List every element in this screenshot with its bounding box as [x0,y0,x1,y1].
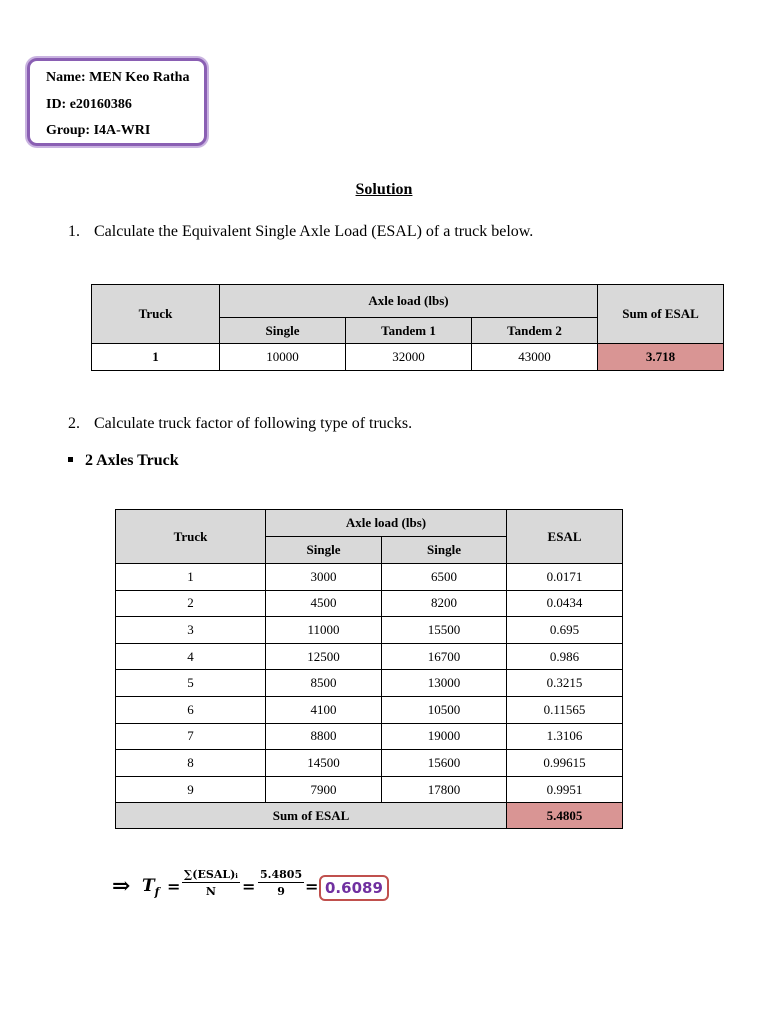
table1-axle-header: Axle load (lbs) [220,285,598,318]
table2-single-cell: 7900 [266,776,382,803]
table2-single-cell: 8800 [266,723,382,750]
fraction-general [182,868,240,898]
table2-single-cell: 12500 [266,643,382,670]
table2-esal-cell: 0.9951 [507,776,623,803]
table2-truck-cell: 7 [116,723,266,750]
fraction-values [258,868,304,898]
table2-esal-cell: 0.11565 [507,696,623,723]
fraction-numerator: 5.4805 [260,868,303,881]
section-heading [68,452,179,470]
table2-truck-cell: 6 [116,696,266,723]
table-row [116,617,623,644]
table2-single-cell: 19000 [382,723,507,750]
table2-single-cell: 4100 [266,696,382,723]
table2-axle-header: Axle load (lbs) [266,510,507,537]
table2-truck-header: Truck [116,510,266,564]
student-group: Group: I4A-WRI [46,123,151,138]
question-2-text: Calculate truck factor of following type of trucks. [94,415,413,432]
table-row [116,670,623,697]
fraction-numerator: ∑(ESAL)ᵢ [184,868,238,881]
table1-truck-cell: 1 [92,344,220,371]
table2-sum-value: 5.4805 [507,803,623,829]
table2-single-cell: 11000 [266,617,382,644]
table1-tandem2-cell: 43000 [472,344,598,371]
table1-truck-header: Truck [92,285,220,344]
formula-lhs-symbol: T [142,876,155,896]
fraction-denominator: 9 [277,885,285,898]
table-row [116,643,623,670]
table2-esal-cell: 0.986 [507,643,623,670]
formula-lhs-subscript: f [154,885,160,899]
page-title: Solution [355,181,413,198]
esal-table [91,284,724,371]
table1-tandem1-cell: 32000 [346,344,472,371]
table-row [116,590,623,617]
table-row [116,696,623,723]
table-row [116,564,623,591]
table-row [116,750,623,777]
student-name: Name: MEN Keo Ratha [46,70,190,85]
table2-truck-cell: 1 [116,564,266,591]
table1-sum-header: Sum of ESAL [598,285,724,344]
table2-single-cell: 8200 [382,590,507,617]
question-1-number: 1. [68,223,80,240]
table2-truck-cell: 8 [116,750,266,777]
table2-sum-label: Sum of ESAL [116,803,507,829]
table2-esal-cell: 1.3106 [507,723,623,750]
table2-truck-cell: 9 [116,776,266,803]
table2-esal-header: ESAL [507,510,623,564]
table2-single-cell: 14500 [266,750,382,777]
table2-esal-cell: 0.3215 [507,670,623,697]
question-1-text: Calculate the Equivalent Single Axle Load (ESAL) of a truck below. [94,223,534,240]
question-1 [68,223,533,241]
equals-sign: = [242,877,256,896]
table2-single-cell: 10500 [382,696,507,723]
question-2-number: 2. [68,415,80,432]
table-row [92,344,724,371]
truck-factor-result: 0.6089 [319,875,389,901]
table2-single-cell: 15500 [382,617,507,644]
table2-esal-cell: 0.0434 [507,590,623,617]
bullet-square-icon [68,457,73,462]
table1-subheader: Single [220,318,346,344]
truck-factor-table [115,509,623,829]
student-info-box [27,58,207,146]
table2-truck-cell: 5 [116,670,266,697]
table1-subheader: Tandem 2 [472,318,598,344]
table1-sum-cell: 3.718 [598,344,724,371]
table2-subheader: Single [266,537,382,564]
section-heading-text: 2 Axles Truck [85,452,179,469]
equals-sign: = [167,877,181,896]
table1-subheader: Tandem 1 [346,318,472,344]
table2-single-cell: 6500 [382,564,507,591]
table-row [116,776,623,803]
equals-sign: = [305,877,319,896]
implies-arrow-icon: ⇒ [112,873,131,899]
table2-subheader: Single [382,537,507,564]
table2-esal-cell: 0.99615 [507,750,623,777]
formula-lhs [142,876,159,898]
table2-single-cell: 13000 [382,670,507,697]
table2-single-cell: 3000 [266,564,382,591]
table2-truck-cell: 4 [116,643,266,670]
table2-single-cell: 8500 [266,670,382,697]
table2-esal-cell: 0.695 [507,617,623,644]
table2-single-cell: 4500 [266,590,382,617]
table2-esal-cell: 0.0171 [507,564,623,591]
question-2 [68,415,412,433]
table2-truck-cell: 3 [116,617,266,644]
table2-truck-cell: 2 [116,590,266,617]
table2-single-cell: 15600 [382,750,507,777]
table1-single-cell: 10000 [220,344,346,371]
table2-single-cell: 16700 [382,643,507,670]
table2-single-cell: 17800 [382,776,507,803]
table-row [116,723,623,750]
student-id: ID: e20160386 [46,96,132,112]
fraction-denominator: N [205,885,216,898]
